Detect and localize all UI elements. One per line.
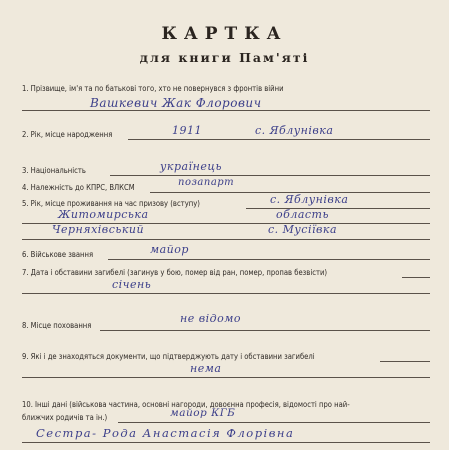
field-3-value: українець — [160, 160, 222, 173]
field-9-value: нема — [190, 362, 222, 375]
field-5-label: 5. Рік, місце проживання на час призову (вступу) — [22, 199, 200, 208]
field-8-label: 8. Місце поховання — [22, 321, 92, 330]
field-9-label: 9. Які і де знаходяться документи, що підтверджують дату і обставини загибелі — [22, 352, 315, 361]
field-10-value-1: майор КГБ — [170, 407, 236, 419]
field-9-line-2 — [22, 377, 430, 378]
field-7-label: 7. Дата і обставини загибелі (загинув у бою, помер від ран, помер, пропав безвісти) — [22, 268, 328, 277]
field-2-line — [128, 139, 430, 140]
field-10-line-2 — [22, 442, 430, 443]
field-8-line — [100, 330, 430, 331]
card-subtitle: для книги Пам'яті — [139, 50, 310, 65]
field-4-label: 4. Належність до КПРС, ВЛКСМ — [22, 183, 135, 192]
field-1-label: 1. Прізвище, ім'я та по батькові того, хто не повернувся з фронтів війни — [22, 84, 284, 93]
field-5-line-1 — [246, 208, 430, 209]
field-6-label: 6. Військове звання — [22, 250, 94, 259]
field-6-value: майор — [150, 243, 189, 256]
field-3-line — [110, 175, 430, 176]
field-1-line — [22, 110, 430, 111]
field-7-line-1 — [402, 277, 430, 278]
field-4-value: позапарт — [178, 177, 235, 188]
field-2-year: 1911 — [172, 124, 202, 137]
field-9-line-1 — [380, 361, 430, 362]
field-8-value: не відомо — [180, 312, 242, 325]
field-5-value-3a: Черняхівський — [52, 223, 145, 236]
field-10-line-1 — [118, 422, 430, 423]
field-1-value: Вашкевич Жак Флорович — [90, 96, 262, 110]
field-5-value-1: с. Яблунівка — [270, 193, 349, 206]
field-10-label-2: ближчих родичів та ін.) — [22, 413, 108, 422]
field-2-label: 2. Рік, місце народження — [22, 130, 113, 139]
field-5-value-3b: с. Мусіївка — [268, 223, 338, 236]
field-10-label-1: 10. Інші дані (військова частина, основні нагороди, довоєнна професія, відомості про най- — [22, 400, 350, 409]
field-2-place: с. Яблунівка — [255, 124, 334, 137]
field-7-line-2 — [22, 293, 430, 294]
card-title: КАРТКА — [161, 24, 288, 44]
field-10-value-2: Сестра- Рода Анастасія Флорівна — [36, 426, 295, 440]
field-5-value-2a: Житомирська — [58, 208, 149, 221]
field-3-label: 3. Національність — [22, 166, 86, 175]
field-5-line-3 — [22, 239, 430, 240]
field-7-value: січень — [112, 278, 152, 291]
field-5-value-2b: область — [276, 208, 329, 221]
field-6-line — [108, 259, 430, 260]
